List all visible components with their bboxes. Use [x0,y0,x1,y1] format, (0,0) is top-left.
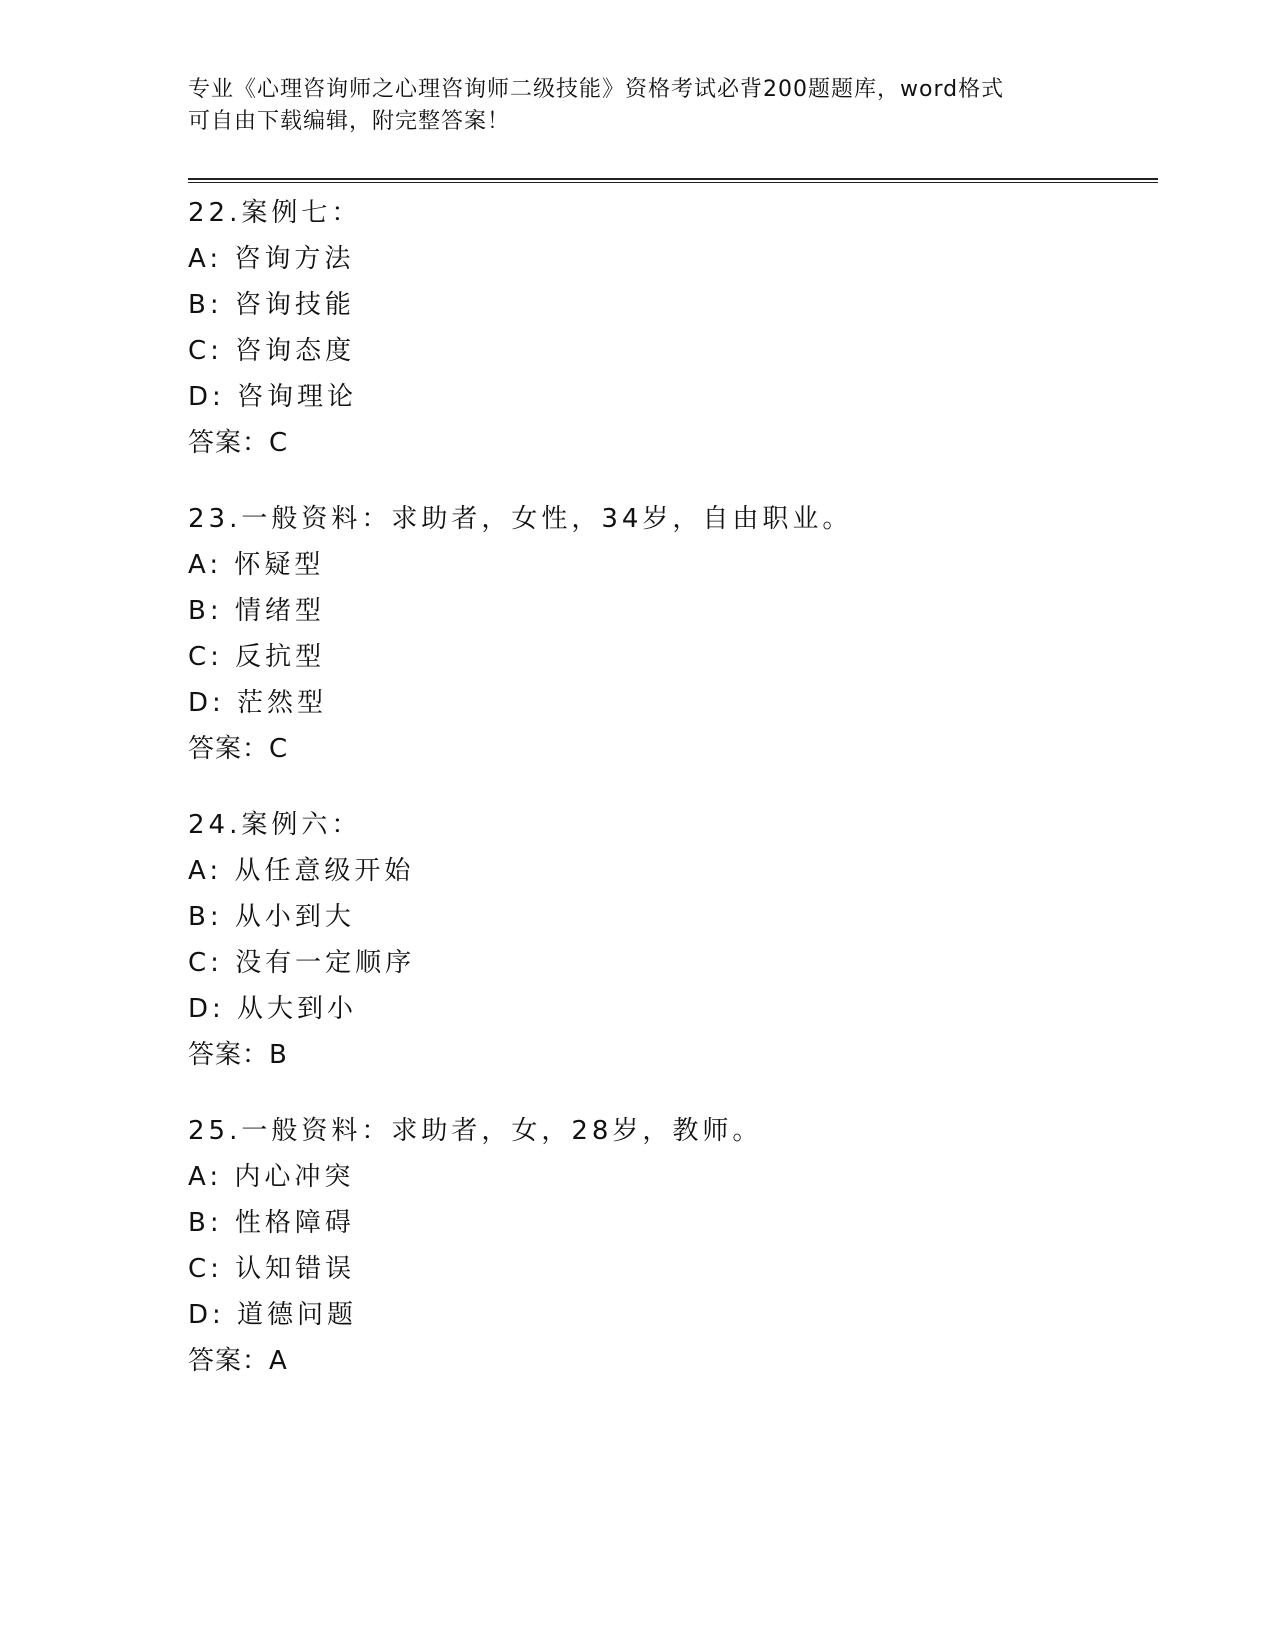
option-d: D: 从大到小 [188,994,358,1024]
header-line-2: 可自由下载编辑，附完整答案！ [188,109,511,134]
answer: 答案：A [188,1346,288,1376]
answer: 答案：C [188,734,289,764]
option-a: A: 内心冲突 [188,1162,355,1192]
question-stem: 23.一般资料：求助者，女性，34岁，自由职业。 [188,504,853,534]
question-24 [188,802,1148,1078]
option-d: D: 咨询理论 [188,382,358,412]
option-d: D: 茫然型 [188,688,328,718]
option-a: A: 咨询方法 [188,244,355,274]
question-stem: 24.案例六： [188,810,362,840]
question-22 [188,190,1148,466]
answer: 答案：B [188,1040,288,1070]
question-25 [188,1108,1148,1384]
header-line-1: 专业《心理咨询师之心理咨询师二级技能》资格考试必背200题题库，word格式 [188,77,1005,102]
option-a: A: 怀疑型 [188,550,325,580]
question-stem: 25.一般资料：求助者，女，28岁，教师。 [188,1116,763,1146]
document-header [188,74,1088,138]
question-stem: 22.案例七： [188,198,362,228]
answer: 答案：C [188,428,289,458]
question-23 [188,496,1148,772]
option-a: A: 从任意级开始 [188,856,415,886]
question-list [188,190,1148,1414]
option-b: B: 性格障碍 [188,1208,355,1238]
option-b: B: 从小到大 [188,902,355,932]
header-divider-thin [188,182,1158,183]
option-c: C: 认知错误 [188,1254,356,1284]
option-d: D: 道德问题 [188,1300,358,1330]
option-c: C: 咨询态度 [188,336,356,366]
option-c: C: 没有一定顺序 [188,948,416,978]
option-b: B: 情绪型 [188,596,325,626]
header-divider [188,178,1158,180]
option-c: C: 反抗型 [188,642,326,672]
option-b: B: 咨询技能 [188,290,355,320]
